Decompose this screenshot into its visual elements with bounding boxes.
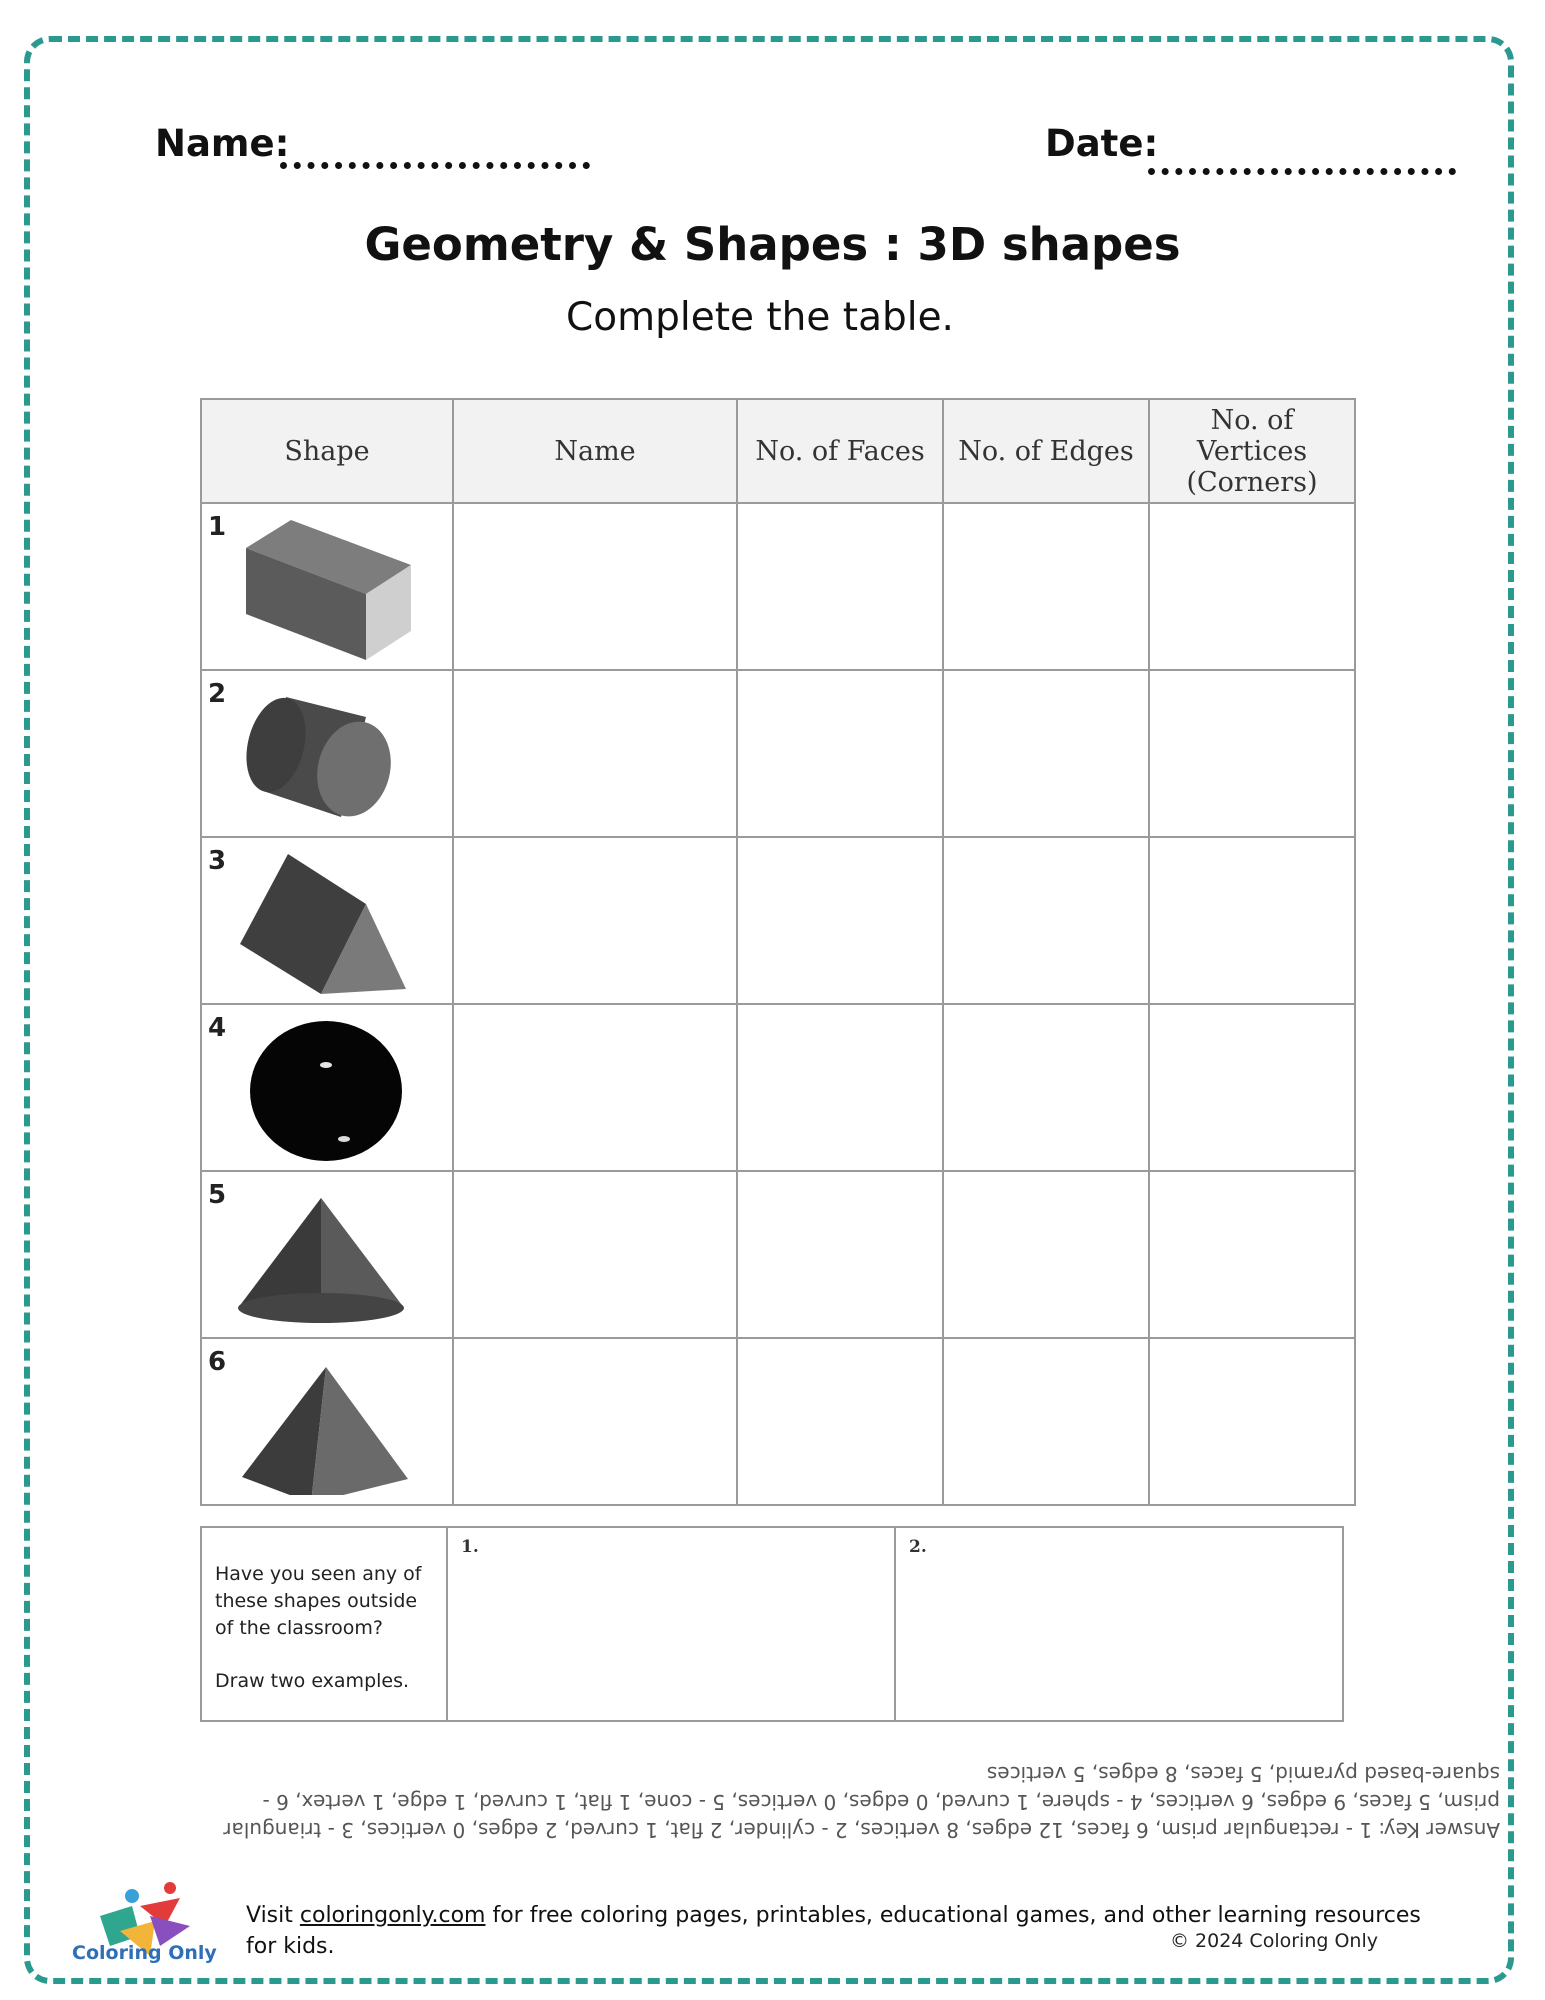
shape-cell [201,1004,453,1171]
answer-cell[interactable] [737,837,943,1004]
box-number: 1. [461,1537,479,1557]
column-header: No. of Vertices (Corners) [1149,399,1355,503]
drawing-box-1[interactable] [447,1527,895,1721]
table-row [201,1171,1355,1338]
row-number: 2 [208,679,227,709]
answer-cell[interactable] [453,503,737,670]
logo-text: Coloring Only [72,1942,217,1964]
question-text: Have you seen any of these shapes outside of the classroom? [215,1563,422,1639]
triangular-prism-icon [226,844,426,994]
answer-cell[interactable] [453,670,737,837]
box-number: 2. [909,1537,927,1557]
answer-cell[interactable] [1149,1171,1355,1338]
row-number: 6 [208,1347,227,1377]
answer-cell[interactable] [1149,1338,1355,1505]
date-blank [1148,168,1456,175]
shape-cell [201,1338,453,1505]
table-row [201,837,1355,1004]
answer-cell[interactable] [943,1004,1149,1171]
table-row [201,1004,1355,1171]
answer-cell[interactable] [943,670,1149,837]
question-cell [201,1527,447,1721]
answer-cell[interactable] [453,1004,737,1171]
answer-cell[interactable] [737,1338,943,1505]
table-row [201,670,1355,837]
drawing-question-table [200,1526,1344,1722]
shapes-table [200,398,1356,1506]
row-number: 4 [208,1013,227,1043]
site-link[interactable]: coloringonly.com [299,1903,486,1928]
worksheet-title: Geometry & Shapes : 3D shapes [364,218,1181,271]
shape-cell [201,1171,453,1338]
answer-cell[interactable] [453,1338,737,1505]
answer-cell[interactable] [943,1338,1149,1505]
instruction-text: Complete the table. [566,295,954,340]
answer-cell[interactable] [943,503,1149,670]
answer-cell[interactable] [737,1171,943,1338]
table-header-row [201,399,1355,503]
cone-icon [226,1178,426,1328]
column-header: Shape [201,399,453,503]
drawing-box-2[interactable] [895,1527,1343,1721]
answer-cell[interactable] [737,1004,943,1171]
row-number: 1 [208,512,227,542]
answer-cell[interactable] [1149,670,1355,837]
date-label: Date: [1045,122,1159,165]
question-instruction: Draw two examples. [215,1670,410,1692]
answer-cell[interactable] [1149,837,1355,1004]
row-number: 3 [208,846,227,876]
rectangular-prism-icon [226,510,426,660]
row-number: 5 [208,1180,227,1210]
table-row [201,1338,1355,1505]
answer-cell[interactable] [453,1171,737,1338]
footer-visit: Visit [246,1903,293,1928]
answer-cell[interactable] [943,837,1149,1004]
answer-key-upside-down: Answer Key: 1 - rectangular prism, 6 faces, 12 edges, 8 vertices, 2 - cylinder, 2 flat, 1 curved, 2 edges, 0 vertices, 3 - triangular prism, 5 faces, 9 edges, 6 vertices, 4 - sphere, 1 curved, 0 edges, 0 vertices, 5 - cone, 1 flat, 1 curved, 1 edge, 1 vertex, 6 - square-based pyramid, 5 faces, 8 edges, 5 vertices [223,1762,1500,1842]
sphere-icon [226,1011,426,1161]
answer-cell[interactable] [737,670,943,837]
pyramid-icon [226,1345,426,1495]
answer-cell[interactable] [943,1171,1149,1338]
name-blank [280,162,590,169]
shape-cell [201,503,453,670]
answer-cell[interactable] [1149,503,1355,670]
name-label: Name: [155,122,290,165]
cylinder-icon [226,677,426,827]
copyright: © 2024 Coloring Only [1170,1930,1378,1952]
table-row [201,503,1355,670]
footer-description: for free coloring pages, printables, educational games, and other learning resources for kids. [246,1903,1421,1959]
answer-cell[interactable] [1149,1004,1355,1171]
column-header: No. of Faces [737,399,943,503]
answer-cell[interactable] [453,837,737,1004]
column-header: No. of Edges [943,399,1149,503]
shape-cell [201,670,453,837]
answer-cell[interactable] [737,503,943,670]
column-header: Name [453,399,737,503]
shape-cell [201,837,453,1004]
